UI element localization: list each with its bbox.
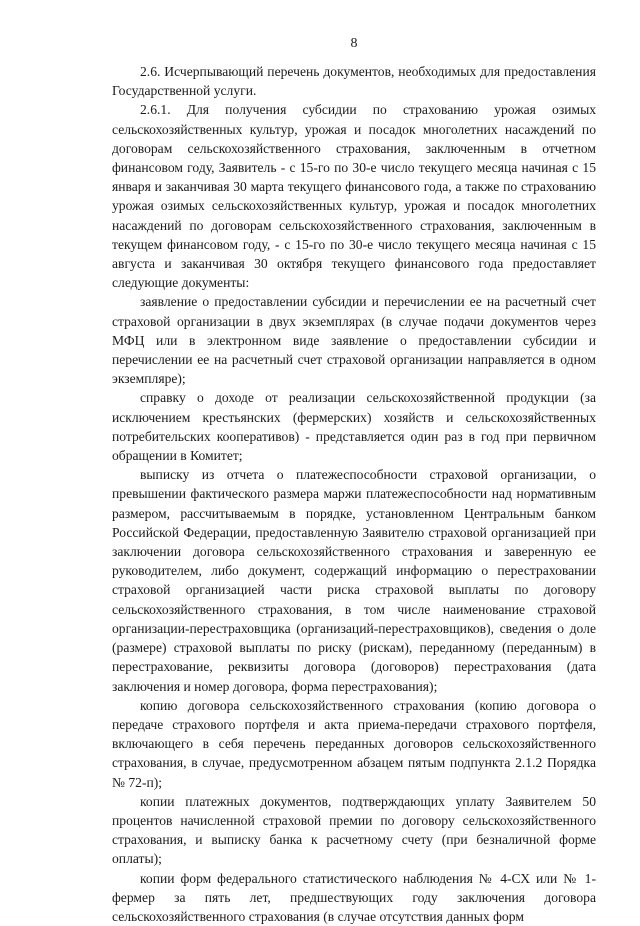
paragraph-income-certificate: справку о доходе от реализации сельскохозяйственной продукции (за исключением крестьянских (фермерских) хозяйств и сельскохозяйственных потребительских кооперативов) - представляется один раз в год при первичном обращении в Комитет; <box>112 390 596 464</box>
paragraph-deadlines: 2.6.1. Для получения субсидии по страхованию урожая озимых сельскохозяйственных культур, урожая и посадок многолетних насаждений по договорам сельскохозяйственного страхования, заключенным в отчетном финансовом году, Заявитель - с 15-го по 30-е число текущего месяца начиная с 15 января и заканчивая 30 марта текущего финансового года, а также по страхованию урожая озимых сельскохозяйственных культур, урожая и посадок многолетних насаждений по договорам сельскохозяйственного страхования, заключенным в текущем финансовом году, - с 15-го по 30-е число текущего месяца начиная с 15 августа и заканчивая 30 октября текущего финансового года предоставляет следующие документы: <box>112 102 596 291</box>
paragraph-application: заявление о предоставлении субсидии и перечислении ее на расчетный счет страховой организации в двух экземплярах (в случае подачи документов через МФЦ или в электронном виде заявление о предоставлении субсидии и перечислении ее на расчетный счет страховой организации направляется в одном экземпляре); <box>112 294 596 387</box>
page-number: 8 <box>350 36 358 51</box>
paragraph-solvency-extract: выписку из отчета о платежеспособности страховой организации, о превышении фактического размера маржи платежеспособности над нормативным размером, рассчитываемым в порядке, установленном Центральным банком Российской Федерации, предоставленную Заявителю страховой организацией при заключении договора сельскохозяйственного страхования и заверенную ее руководителем, либо документ, содержащий информацию о перестраховании страховой организацией части риска страховой выплаты по договору сельскохозяйственного страхования, в том числе наименование страховой организации-перестраховщика (организаций-перестраховщиков), сведения о доле (размере) страховой выплаты по риску (рискам), переданному (переданным) в перестрахование, реквизиты договора (договоров) перестрахования (дата заключения и номер договора, форма перестрахования); <box>112 467 596 694</box>
paragraph-payment-documents: копии платежных документов, подтверждающих уплату Заявителем 50 процентов начисленной страховой премии по договору сельскохозяйственного страхования, и выписку банка к расчетному счету (при безналичной форме оплаты); <box>112 793 596 867</box>
paragraph-statistical-forms: копии форм федерального статистического наблюдения № 4-СХ или № 1-фермер за пять лет, предшествующих году заключения договора сельскохозяйственного страхования (в случае отсутствия данных форм <box>112 870 596 924</box>
section-heading: 2.6. Исчерпывающий перечень документов, необходимых для предоставления Государственной услуги. <box>112 64 596 99</box>
paragraph-insurance-contract: копию договора сельскохозяйственного страхования (копию договора о передаче страхового портфеля и акта приема-передачи страхового портфеля, включающего в себя перечень переданных договоров сельскохозяйственного страхования, в случае, предусмотренном абзацем пятым подпункта 2.1.2 Порядка № 72-п); <box>112 697 596 790</box>
